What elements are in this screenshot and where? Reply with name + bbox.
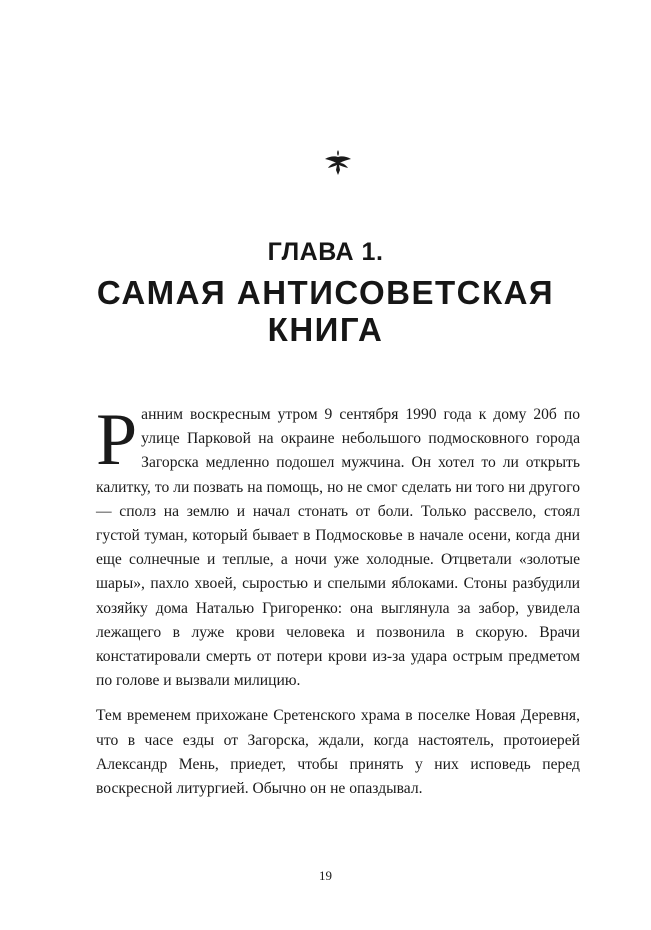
chapter-label: ГЛАВА 1.	[267, 238, 384, 266]
chapter-title	[0, 274, 651, 348]
dove-icon	[323, 148, 353, 178]
drop-cap: Р	[96, 399, 138, 481]
paragraph-1	[96, 399, 580, 693]
body-text	[96, 399, 580, 801]
page-number: 19	[319, 868, 332, 883]
paragraph-1-text: анним воскресным утром 9 сентября 1990 года к дому 20б по улице Парковой на окраине небольшого подмосковного города Загорска медленно подошел мужчина. Он хотел то ли открыть калитку, то ли позвать на помощь, но не смог сделать ни того ни другого — сполз на землю и начал стонать от боли. Только рассвело, стоял густой туман, который бывает в Подмосковье в начале осени, когда дни еще солнечные и теплые, а ночи уже холодные. Отцветали «золотые шары», пахло хвоей, сыростью и спелыми яблоками. Стоны разбудили хозяйку дома Наталью Григоренко: она выглянула за забор, увидела лежащего в луже крови человека и позвонила в скорую. Врачи констатировали смерть от потери крови из-за удара острым предметом по голове и вызвали милицию.	[96, 406, 580, 690]
chapter-title-line-1: САМАЯ АНТИСОВЕТСКАЯ	[96, 274, 555, 311]
chapter-title-line-2: КНИГА	[267, 311, 384, 348]
paragraph-2: Тем временем прихожане Сретенского храма в поселке Новая Деревня, что в часе езды от Загорска, ждали, когда настоятель, протоиерей Александр Мень, приедет, чтобы принять у них исповедь перед воскресной литургией. Обычно он не опаздывал.	[96, 707, 580, 798]
